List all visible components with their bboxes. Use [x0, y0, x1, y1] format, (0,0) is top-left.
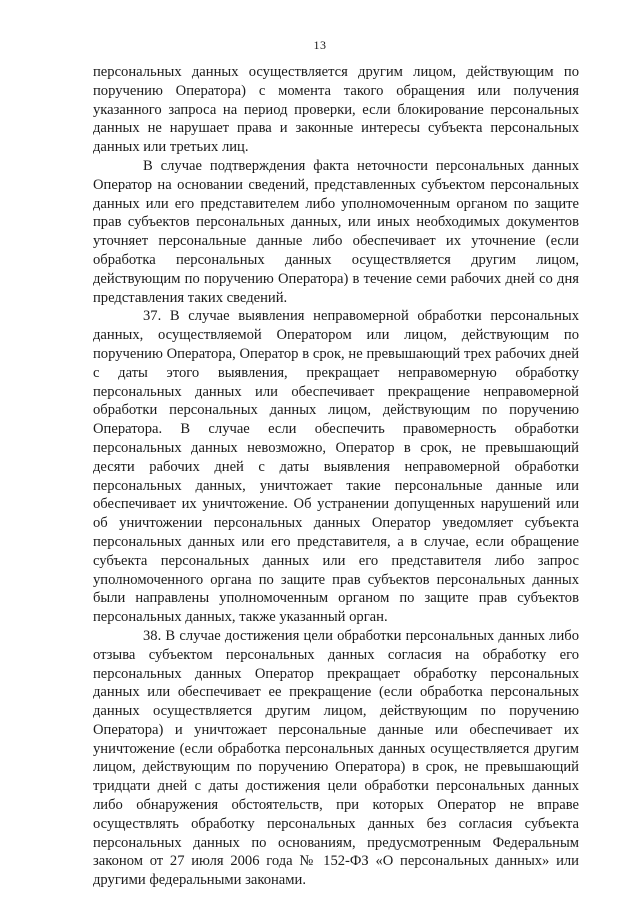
paragraph-clause-37: 37. В случае выявления неправомерной обработки персональных данных, осуществляемой Оператором или лицом, действующим по поручению Оператора, Оператор в срок, не превышающий трех рабочих дней с даты этого выявления, прекращает неправомерную обработку персональных данных или обеспечивает прекращение неправомерной обработки персональных данных лицом, действующим по поручению Оператора. В случае если обеспечить правомерность обработки персональных данных невозможно, Оператор в срок, не превышающий десяти рабочих дней с даты выявления неправомерной обработки персональных данных, уничтожает такие персональные данные или обеспечивает их уничтожение. Об устранении допущенных нарушений или об уничтожении персональных данных Оператор уведомляет субъекта персональных данных или его представителя, а в случае, если обращение субъекта персональных данных или его представителя либо запрос уполномоченного органа по защите прав субъектов персональных данных были направлены уполномоченным органом по защите прав субъектов персональных данных, также указанный орган. [93, 308, 579, 626]
paragraph-continuation: персональных данных осуществляется другим лицом, действующим по поручению Оператора) с момента такого обращения или получения указанного запроса на период проверки, если блокирование персональных данных не нарушает права и законные интересы субъекта персональных данных или третьих лиц. [93, 64, 579, 156]
document-body [93, 63, 579, 890]
page-number: 13 [313, 38, 327, 52]
paragraph-clause-38: 38. В случае достижения цели обработки персональных данных либо отзыва субъектом персональных данных согласия на обработку его персональных данных Оператор прекращает обработку персональных данных или обеспечивает ее прекращение (если обработка персональных данных осуществляется другим лицом, действующим по поручению Оператора) и уничтожает персональные данные или обеспечивает их уничтожение (если обработка персональных данных осуществляется другим лицом, действующим по поручению Оператора) в срок, не превышающий тридцати дней с даты достижения цели обработки персональных данных либо обнаружения обстоятельств, при которых Оператор не вправе осуществлять обработку персональных данных без согласия субъекта персональных данных по основаниям, предусмотренным Федеральным законом от 27 июля 2006 года № 152-ФЗ «О персональных данных» или другими федеральными законами. [93, 627, 579, 889]
paragraph-inaccuracy-confirmation: В случае подтверждения факта неточности персональных данных Оператор на основании сведений, представленных субъектом персональных данных или его представителем либо уполномоченным органом по защите прав субъектов персональных данных, или иных необходимых документов уточняет персональные данные либо обеспечивает их уточнение (если обработка персональных данных осуществляется другим лицом, действующим по поручению Оператора) в течение семи рабочих дней со дня представления таких сведений. [93, 157, 579, 306]
